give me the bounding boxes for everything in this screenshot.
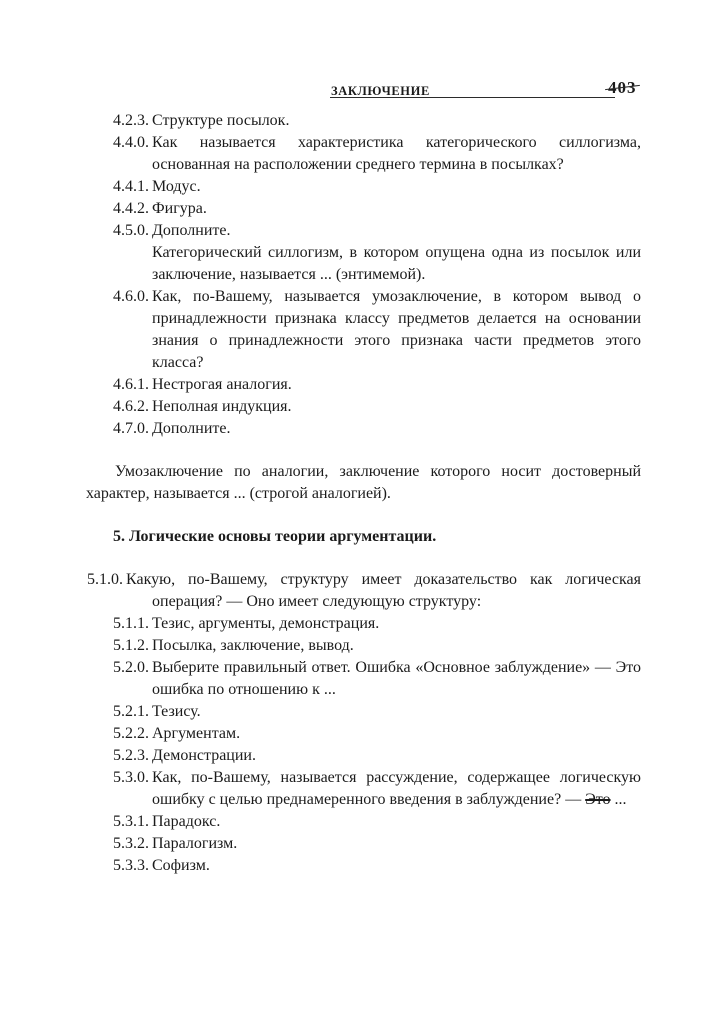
item-text: Нестрогая аналогия.	[152, 376, 292, 393]
section-heading: 5. Логические основы теории аргументации.	[113, 528, 437, 545]
item-number: 4.2.3.	[113, 112, 149, 129]
item-text: Дополните.	[152, 420, 231, 437]
item-number: 5.1.0.	[87, 571, 123, 588]
item-text: Фигура.	[152, 200, 207, 217]
item-text: Тезис, аргументы, демонстрация.	[152, 615, 380, 632]
item-number: 5.2.0.	[113, 659, 149, 676]
item-number: 5.2.3.	[113, 747, 149, 764]
page-body	[86, 110, 641, 877]
item-text: Посылка, заключение, вывод.	[152, 637, 354, 654]
item-number: 4.4.0.	[113, 134, 149, 151]
list-item	[86, 723, 641, 745]
list-item	[86, 635, 641, 657]
item-number: 5.2.1.	[113, 703, 149, 720]
item-text: Парадокс.	[152, 813, 221, 830]
list-item	[86, 286, 641, 374]
item-number: 5.3.3.	[113, 857, 149, 874]
page-number: 403	[608, 78, 637, 97]
list-item	[86, 833, 641, 855]
list-item	[86, 767, 641, 811]
item-text: Модус.	[152, 178, 201, 195]
item-text: Тезису.	[152, 703, 201, 720]
item-text: Софизм.	[152, 857, 210, 874]
list-item	[86, 613, 641, 635]
item-text: Как, по-Вашему, называется умозаключение, в котором вывод о принадлежности признака классу предметов делается на основании знания о принадлежности этого признака части предметов этого класса?	[152, 288, 641, 371]
item-number: 4.4.1.	[113, 178, 149, 195]
list-item	[86, 110, 641, 132]
item-text: Категорический силлогизм, в котором опущена одна из посылок или заключение, называется ... (энтимемой).	[152, 244, 641, 283]
item-number: 4.4.2.	[113, 200, 149, 217]
item-number: 4.7.0.	[113, 420, 149, 437]
item-number: 5.3.0.	[113, 769, 149, 786]
item-text: Какую, по-Вашему, структуру имеет доказательство как логическая операция? — Оно имеет следующую структуру:	[126, 571, 641, 610]
item-text: Как называется характеристика категорического силлогизма, основанная на расположении среднего термина в посылках?	[152, 134, 641, 173]
list-item-continuation	[86, 242, 641, 286]
item-number: 5.1.2.	[113, 637, 149, 654]
running-title: ЗАКЛЮЧЕНИЕ	[331, 84, 430, 98]
item-text: Структуре посылок.	[152, 112, 290, 129]
item-text: Как, по-Вашему, называется рассуждение, содержащее логическую ошибку с целью преднамеренного введения в заблуждение? —	[152, 769, 641, 808]
item-text: ...	[610, 791, 627, 808]
item-text: Паралогизм.	[152, 835, 238, 852]
item-number: 4.5.0.	[113, 222, 149, 239]
list-item	[86, 176, 641, 198]
list-item	[86, 569, 641, 613]
item-text: Аргументам.	[152, 725, 241, 742]
item-text-struck: Это	[585, 791, 611, 808]
item-number: 4.6.2.	[113, 398, 149, 415]
list-item	[86, 396, 641, 418]
item-number: 5.2.2.	[113, 725, 149, 742]
item-number: 5.1.1.	[113, 615, 149, 632]
item-number: 5.3.1.	[113, 813, 149, 830]
item-text: Неполная индукция.	[152, 398, 292, 415]
list-item	[86, 855, 641, 877]
item-text: Выберите правильный ответ. Ошибка «Основное заблуждение» — Это ошибка по отношению к ...	[152, 659, 641, 698]
list-item	[86, 745, 641, 767]
item-text: Дополните.	[152, 222, 231, 239]
list-item	[86, 374, 641, 396]
list-item	[86, 701, 641, 723]
list-item	[86, 198, 641, 220]
body-paragraph: Умозаключение по аналогии, заключение которого носит достоверный характер, называется ... (строгой аналогией).	[86, 463, 641, 502]
list-item	[86, 132, 641, 176]
list-item	[86, 418, 641, 440]
list-item	[86, 657, 641, 701]
header-rule	[330, 97, 615, 98]
item-number: 4.6.1.	[113, 376, 149, 393]
item-text: Демонстрации.	[152, 747, 256, 764]
list-item	[86, 811, 641, 833]
item-number: 4.6.0.	[113, 288, 149, 305]
list-item	[86, 220, 641, 242]
item-number: 5.3.2.	[113, 835, 149, 852]
